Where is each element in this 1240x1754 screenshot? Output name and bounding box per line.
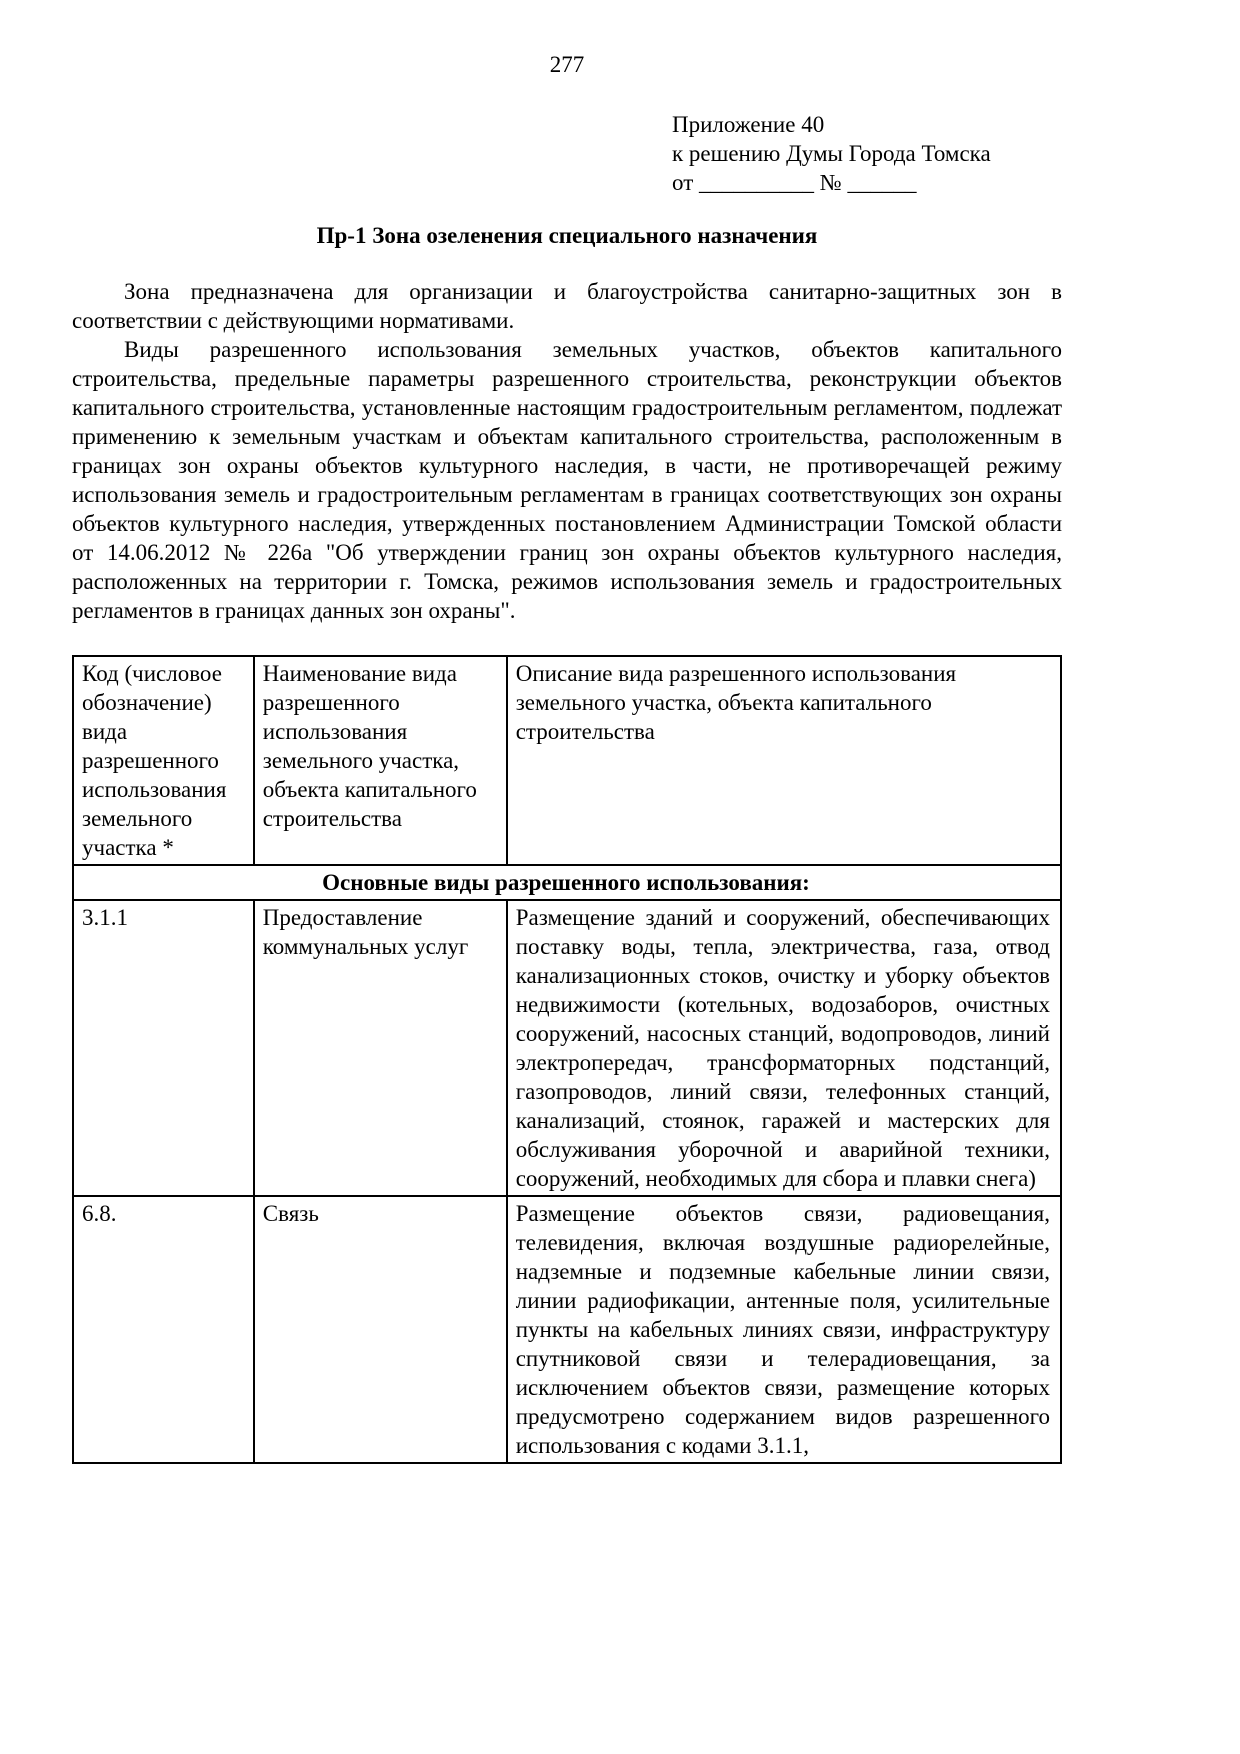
section-title-row	[73, 865, 1061, 900]
row-description: Размещение зданий и сооружений, обеспечивающих поставку воды, тепла, электричества, газа, отвод канализационных стоков, очистку и уборку объектов недвижимости (котельных, водозаборов, очистных сооружений, насосных станций, водопроводов, линий электропередач, трансформаторных подстанций, газопроводов, линий связи, телефонных станций, канализаций, стоянок, гаражей и мастерских для обслуживания уборочной и аварийной техники, сооружений, необходимых для сбора и плавки снега)	[507, 900, 1061, 1196]
paragraph-intro: Зона предназначена для организации и благоустройства санитарно-защитных зон в соответствии с действующими нормативами.	[72, 279, 1062, 333]
row-code: 3.1.1	[73, 900, 254, 1196]
appendix-block	[672, 110, 1062, 197]
permitted-use-table	[72, 655, 1062, 1464]
header-cell-code: Код (числовое обозначение) вида разрешенного использования земельного участка *	[73, 656, 254, 865]
header-cell-description: Описание вида разрешенного использования земельного участка, объекта капитального строительства	[507, 656, 1061, 865]
table-row	[73, 1196, 1061, 1463]
document-title: Пр-1 Зона озеленения специального назначения	[316, 223, 818, 248]
appendix-line-2: к решению Думы Города Томска	[672, 141, 991, 166]
paragraph-regulations: Виды разрешенного использования земельных участков, объектов капитального строительства, предельные параметры разрешенного строительства, реконструкции объектов капитального строительства, установленные настоящим градостроительным регламентом, подлежат применению к земельным участкам и объектам капитального строительства, расположенным в границах зон охраны объектов культурного наследия, в части, не противоречащей режиму использования земель и градостроительным регламентам в границах соответствующих зон охраны объектов культурного наследия, утвержденных постановлением Администрации Томской области от 14.06.2012 № 226а "Об утверждении границ зон охраны объектов культурного наследия, расположенных на территории г. Томска, режимов использования земель и градостроительных регламентов в границах данных зон охраны".	[72, 337, 1062, 623]
row-name: Связь	[254, 1196, 507, 1463]
body-text	[72, 277, 1062, 625]
appendix-line-3: от __________ № ______	[672, 170, 917, 195]
section-title: Основные виды разрешенного использования:	[73, 865, 1061, 900]
page-number: 277	[549, 52, 585, 77]
header-cell-name: Наименование вида разрешенного использования земельного участка, объекта капитального строительства	[254, 656, 507, 865]
row-code: 6.8.	[73, 1196, 254, 1463]
table-header-row	[73, 656, 1061, 865]
appendix-line-1: Приложение 40	[672, 112, 825, 137]
row-name: Предоставление коммунальных услуг	[254, 900, 507, 1196]
row-description: Размещение объектов связи, радиовещания, телевидения, включая воздушные радиорелейные, надземные и подземные кабельные линии связи, линии радиофикации, антенные поля, усилительные пункты на кабельных линиях связи, инфраструктуру спутниковой связи и телерадиовещания, за исключением объектов связи, размещение которых предусмотрено содержанием видов разрешенного использования с кодами 3.1.1,	[507, 1196, 1061, 1463]
table-row	[73, 900, 1061, 1196]
